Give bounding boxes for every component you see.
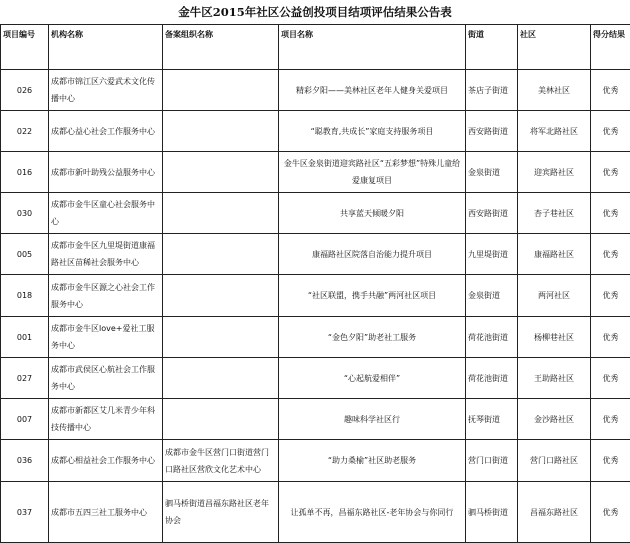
cell-score: 优秀: [591, 275, 630, 317]
cell-score: 优秀: [591, 482, 630, 543]
cell-street: 荷花池街道: [466, 358, 518, 399]
table-row: [1, 317, 630, 358]
header-score: 得分结果: [591, 25, 630, 70]
cell-id: 005: [1, 234, 49, 275]
header-org: 机构名称: [49, 25, 163, 70]
table-row: [1, 358, 630, 399]
cell-community: 杨柳巷社区: [518, 317, 591, 358]
results-table: [0, 24, 630, 543]
cell-id: 001: [1, 317, 49, 358]
cell-filing-org: 驷马桥街道昌福东路社区老年协会: [163, 482, 279, 543]
cell-score: 优秀: [591, 70, 630, 111]
cell-filing-org: [163, 234, 279, 275]
cell-community: 王助路社区: [518, 358, 591, 399]
cell-filing-org: [163, 152, 279, 193]
table-row: [1, 111, 630, 152]
table-row: [1, 440, 630, 482]
table-row: [1, 399, 630, 440]
header-row: [1, 25, 630, 70]
cell-community: 迎宾路社区: [518, 152, 591, 193]
cell-score: 优秀: [591, 440, 630, 482]
cell-street: 金泉街道: [466, 275, 518, 317]
cell-community: 康福路社区: [518, 234, 591, 275]
cell-id: 036: [1, 440, 49, 482]
cell-street: 荷花池街道: [466, 317, 518, 358]
cell-street: 驷马桥街道: [466, 482, 518, 543]
table-row: [1, 152, 630, 193]
cell-id: 022: [1, 111, 49, 152]
cell-community: 两河社区: [518, 275, 591, 317]
header-community: 社区: [518, 25, 591, 70]
cell-id: 007: [1, 399, 49, 440]
cell-project: 趣味科学社区行: [279, 399, 466, 440]
cell-id: 027: [1, 358, 49, 399]
cell-id: 037: [1, 482, 49, 543]
header-project: 项目名称: [279, 25, 466, 70]
header-filing-org: 备案组织名称: [163, 25, 279, 70]
cell-org: 成都市金牛区源之心社会工作服务中心: [49, 275, 163, 317]
cell-score: 优秀: [591, 193, 630, 234]
cell-filing-org: [163, 70, 279, 111]
cell-org: 成都市武侯区心航社会工作服务中心: [49, 358, 163, 399]
cell-score: 优秀: [591, 234, 630, 275]
cell-org: 成都市金牛区九里堤街道康福路社区苗稀社会服务中心: [49, 234, 163, 275]
cell-community: 昌福东路社区: [518, 482, 591, 543]
cell-id: 030: [1, 193, 49, 234]
page-title: 金牛区2015年社区公益创投项目结项评估结果公告表: [0, 0, 630, 25]
cell-project: 康福路社区院落自治能力提升项目: [279, 234, 466, 275]
table-row: [1, 193, 630, 234]
cell-filing-org: [163, 111, 279, 152]
header-id: 项目编号: [1, 25, 49, 70]
cell-community: 美林社区: [518, 70, 591, 111]
cell-street: 营门口街道: [466, 440, 518, 482]
cell-project: 金牛区金泉街道迎宾路社区“五彩梦想”特殊儿童给爱康复项目: [279, 152, 466, 193]
cell-filing-org: [163, 358, 279, 399]
header-street: 街道: [466, 25, 518, 70]
cell-project: “心起航爱相伴”: [279, 358, 466, 399]
cell-community: 营门口路社区: [518, 440, 591, 482]
cell-org: 成都市金牛区童心社会服务中心: [49, 193, 163, 234]
cell-street: 抚琴街道: [466, 399, 518, 440]
cell-score: 优秀: [591, 399, 630, 440]
table-row: [1, 275, 630, 317]
cell-org: 成都市锦江区六爱武术文化传播中心: [49, 70, 163, 111]
cell-project: “聪教育,共成长”家庭支持服务项目: [279, 111, 466, 152]
cell-org: 成都市金牛区love+爱社工服务中心: [49, 317, 163, 358]
cell-filing-org: [163, 193, 279, 234]
cell-score: 优秀: [591, 152, 630, 193]
cell-score: 优秀: [591, 111, 630, 152]
cell-org: 成都市五四三社工服务中心: [49, 482, 163, 543]
cell-project: 共享蓝天倾暖夕阳: [279, 193, 466, 234]
cell-id: 026: [1, 70, 49, 111]
cell-id: 018: [1, 275, 49, 317]
cell-street: 西安路街道: [466, 111, 518, 152]
cell-filing-org: [163, 275, 279, 317]
cell-filing-org: [163, 399, 279, 440]
cell-org: 成都心相益社会工作服务中心: [49, 440, 163, 482]
cell-project: 精彩夕阳——美林社区老年人健身关爱项目: [279, 70, 466, 111]
table-row: [1, 70, 630, 111]
cell-org: 成都市新叶助残公益服务中心: [49, 152, 163, 193]
table-row: [1, 482, 630, 543]
cell-project: “助力桑榆”社区助老服务: [279, 440, 466, 482]
cell-community: 金沙路社区: [518, 399, 591, 440]
cell-community: 将军北路社区: [518, 111, 591, 152]
cell-score: 优秀: [591, 317, 630, 358]
cell-street: 西安路街道: [466, 193, 518, 234]
cell-project: “社区联盟，携手共融”两河社区项目: [279, 275, 466, 317]
cell-org: 成都心益心社会工作服务中心: [49, 111, 163, 152]
cell-id: 016: [1, 152, 49, 193]
cell-org: 成都市新都区艾几米青少年科技传播中心: [49, 399, 163, 440]
cell-street: 茶店子街道: [466, 70, 518, 111]
cell-community: 杏子巷社区: [518, 193, 591, 234]
cell-project: “金色夕阳”助老社工服务: [279, 317, 466, 358]
cell-project: 让孤单不再，昌福东路社区-老年协会与你同行: [279, 482, 466, 543]
cell-street: 九里堤街道: [466, 234, 518, 275]
cell-filing-org: 成都市金牛区营门口街道营门口路社区营欣文化艺术中心: [163, 440, 279, 482]
table-row: [1, 234, 630, 275]
cell-score: 优秀: [591, 358, 630, 399]
cell-street: 金泉街道: [466, 152, 518, 193]
cell-filing-org: [163, 317, 279, 358]
